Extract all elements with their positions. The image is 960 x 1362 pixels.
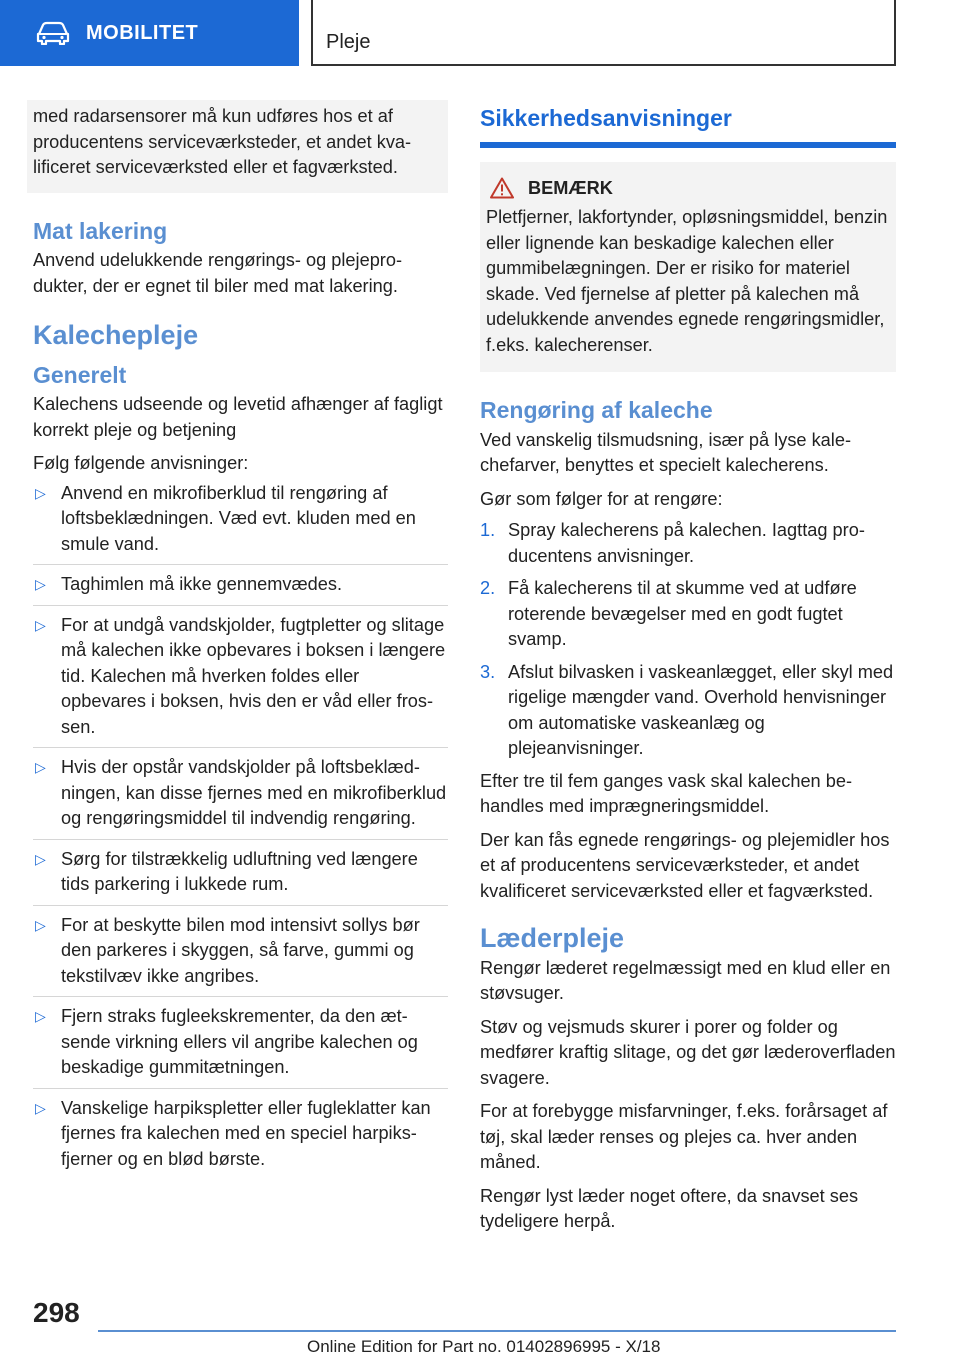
triangle-bullet-icon: ▷ bbox=[35, 916, 46, 933]
section-label: MOBILITET bbox=[86, 21, 199, 44]
triangle-bullet-icon: ▷ bbox=[35, 759, 46, 775]
list-item: ▷ For at beskytte bilen mod intensivt sollys bør den parkeres i skyggen, så farve, gummi og tekstilvæv ikke angribes. bbox=[33, 913, 448, 998]
left-column bbox=[33, 100, 448, 1186]
leather-text-1: Rengør læderet regelmæssigt med en klud eller en støvsuger. bbox=[480, 957, 891, 1003]
triangle-bullet-icon: ▷ bbox=[35, 850, 46, 867]
warning-icon bbox=[490, 177, 514, 199]
right-column bbox=[480, 100, 896, 1243]
edition-text: Online Edition for Part no. 01402896995 - X/18 bbox=[307, 1337, 661, 1356]
steps-list bbox=[480, 518, 896, 762]
car-icon bbox=[36, 21, 70, 45]
rengoring-text: Ved vanskelig tilsmudsning, især på lyse kalechefarver, benyttes et specielt kalecherens. bbox=[480, 429, 852, 475]
note-box bbox=[480, 162, 896, 373]
section-tab bbox=[0, 0, 299, 66]
note-text: Pletfjerner, lakfortynder, opløsningsmiddel, benzin eller lignende kan beskadige kalechen eller gummibelægningen. Der er risiko for materiel skade. Ved fjernelse af pletter på kalechen må udelukkende anvendes egnede rengøringsmidler, f.eks. kalecherenser. bbox=[486, 207, 888, 355]
triangle-bullet-icon: ▷ bbox=[35, 616, 46, 633]
list-item: ▷ Taghimlen må ikke gennemvædes. bbox=[33, 572, 448, 606]
rengoring-instruction: Gør som følger for at rengøre: bbox=[480, 488, 723, 509]
list-item: ▷ Fjern straks fugleekskrementer, da den ætsende virkning ellers vil angribe kalechen og beskadige gummitætningen. bbox=[33, 1004, 448, 1089]
intro-text: med radarsensorer må kun udføres hos et af producentens serviceværksteder, et andet kvalificeret serviceværksted eller et fagværksted. bbox=[33, 106, 412, 177]
products-text: Der kan fås egnede rengørings- og plejemidler hos et af producentens serviceværksteder, et andet kvalificeret serviceværksted eller et fagværksted. bbox=[480, 829, 890, 901]
step-item: 3. Afslut bilvasken i vaskeanlægget, eller skyl med rigelige mængder vand. Overhold henvisninger om automatiske vaskeanlæg og plejeanvisninger. bbox=[480, 661, 894, 758]
mat-lakering-text: Anvend udelukkende rengørings- og plejeprodukter, der er egnet til biler med mat lakering. bbox=[33, 250, 403, 296]
triangle-bullet-icon: ▷ bbox=[35, 576, 46, 592]
triangle-bullet-icon: ▷ bbox=[35, 1008, 46, 1024]
step-item: 2. Få kalecherens til at skumme ved at udføre roterende bevægelser med en godt fugtet svamp. bbox=[480, 578, 857, 649]
instruction-list bbox=[33, 481, 448, 1180]
leather-text-2: Støv og vejsmuds skurer i porer og folder og medfører kraftig slitage, og det gør læderoverfladen svagere. bbox=[480, 1016, 896, 1088]
laederpleje-heading: Læderpleje bbox=[480, 923, 625, 953]
triangle-bullet-icon: ▷ bbox=[35, 484, 46, 501]
footer-divider bbox=[98, 1330, 896, 1332]
rengoring-heading: Rengøring af kaleche bbox=[480, 397, 713, 423]
intro-box bbox=[27, 100, 448, 193]
step-item: 1. Spray kalecherens på kalechen. Iagttag producentens anvisninger. bbox=[480, 520, 865, 566]
safety-heading: Sikkerhedsanvisninger bbox=[480, 100, 896, 148]
leather-text-3: For at forebygge misfarvninger, f.eks. forårsaget af tøj, skal læder renses og plejes ca. hver anden måned. bbox=[480, 1101, 888, 1172]
generelt-text: Kalechens udseende og levetid afhænger af fagligt korrekt pleje og betjening bbox=[33, 394, 443, 440]
mat-lakering-heading: Mat lakering bbox=[33, 217, 168, 244]
follow-text: Følg følgende anvisninger: bbox=[33, 453, 249, 473]
generelt-heading: Generelt bbox=[33, 361, 127, 388]
note-header bbox=[486, 176, 888, 202]
page-header bbox=[0, 0, 960, 66]
note-label: BEMÆRK bbox=[528, 177, 613, 198]
leather-text-4: Rengør lyst læder noget oftere, da snavset ses tydeligere herpå. bbox=[480, 1185, 859, 1231]
list-item: ▷ Anvend en mikrofiberklud til rengøring af loftsbeklædningen. Væd evt. kluden med en smule vand. bbox=[33, 481, 448, 566]
kalechepleje-heading: Kalechepleje bbox=[33, 320, 199, 350]
topic-tab bbox=[311, 0, 896, 66]
page-number: 298 bbox=[33, 1297, 80, 1328]
list-item: ▷ For at undgå vandskjolder, fugtpletter og slitage må kalechen ikke opbevares i boksen i længere tid. Kalechen må hverken foldes eller opbevares i boksen, hvis den er våd eller frossen. bbox=[33, 613, 448, 749]
list-item: ▷ Sørg for tilstrækkelig udluftning ved længere tids parkering i lukkede rum. bbox=[33, 847, 448, 906]
triangle-bullet-icon: ▷ bbox=[35, 1099, 46, 1116]
after-wash-text: Efter tre til fem ganges vask skal kalechen behandles med imprægneringsmiddel. bbox=[480, 770, 853, 816]
topic-label: Pleje bbox=[326, 31, 371, 53]
list-item: ▷ Vanskelige harpikspletter eller fugleklatter kan fjernes fra kalechen med en speciel harpiksfjerner og en blød børste. bbox=[35, 1097, 431, 1169]
list-item: ▷ Hvis der opstår vandskjolder på loftsbeklædningen, kan disse fjernes med en mikrofiberklud og rengøringsmiddel til indvendig rengøring. bbox=[33, 755, 448, 840]
